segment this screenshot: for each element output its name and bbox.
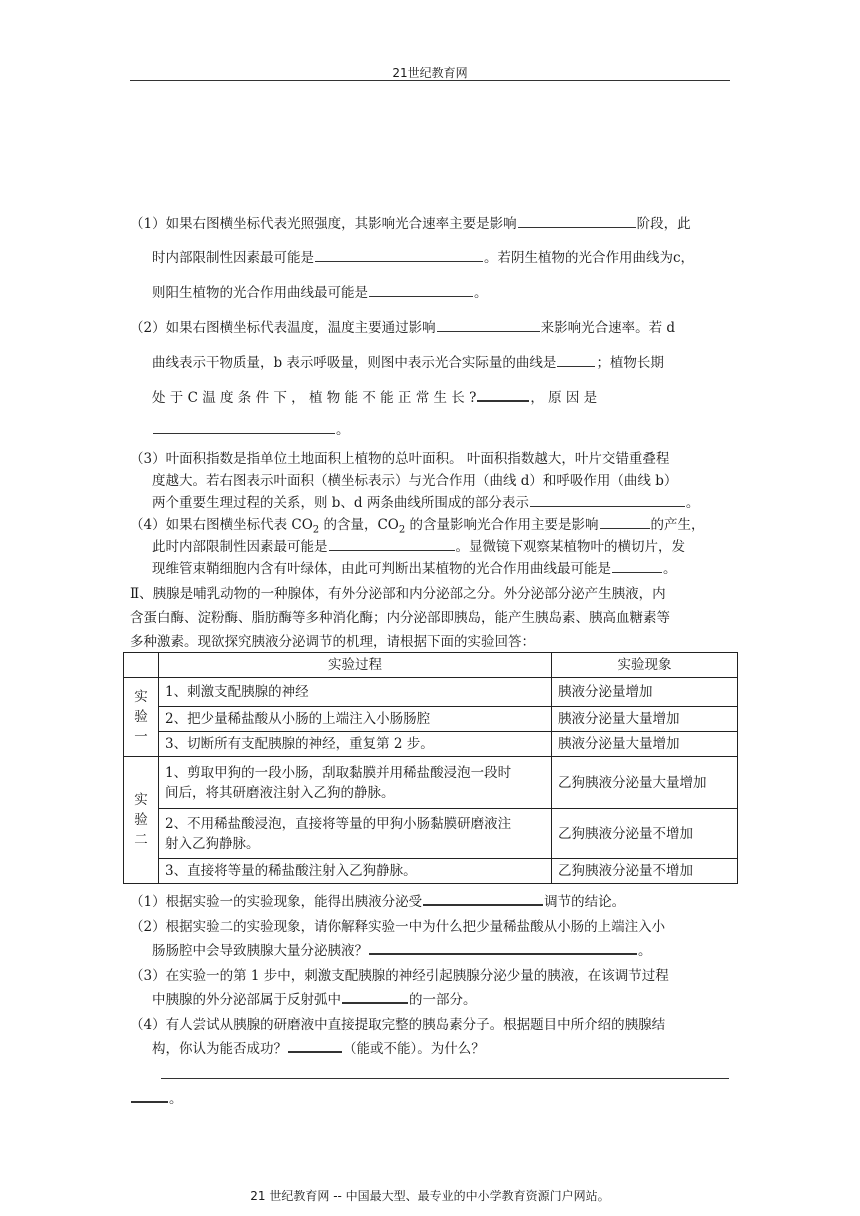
- group-char: 一: [134, 729, 148, 745]
- process-line: 间后，将其研磨液注射入乙狗的静脉。: [165, 784, 395, 801]
- group-char: 验: [134, 709, 148, 725]
- p2-q4-line2: [152, 1037, 485, 1057]
- text: （3）叶面积指数是指单位土地面积上植物的总叶面积。 叶面积指数越大，叶片交错重叠程: [130, 451, 670, 467]
- q2-line3: [152, 386, 597, 406]
- table-header-row: [124, 653, 738, 678]
- q2-line4: [152, 418, 350, 438]
- table-corner-cell: [124, 653, 159, 678]
- answer-blank[interactable]: [131, 1087, 168, 1103]
- answer-blank[interactable]: [518, 213, 636, 228]
- q2-line1: [130, 316, 675, 336]
- text: 。显微镜下观察某植物叶的横切片，发: [455, 539, 685, 555]
- p2-q4-line3: [130, 1087, 183, 1107]
- text: 。: [663, 561, 677, 577]
- result-cell: 胰液分泌量增加: [552, 678, 738, 707]
- q1-line3: [152, 281, 488, 301]
- answer-blank[interactable]: [477, 386, 529, 402]
- answer-blank[interactable]: [369, 939, 637, 955]
- text: （3）在实验一的第 1 步中，刺激支配胰腺的神经引起胰腺分泌少量的胰液，在该调节过程: [130, 968, 669, 984]
- page-footer: 21 世纪教育网 -- 中国最大型、最专业的中小学教育资源门户网站。: [250, 1189, 610, 1203]
- text: 的含量，CO: [319, 517, 399, 533]
- header-process: 实验过程: [159, 653, 552, 678]
- part2-intro-line1: [130, 582, 666, 602]
- text: ， 原 因 是: [530, 390, 598, 406]
- text: 。: [474, 285, 488, 301]
- q4-line1: [130, 513, 705, 536]
- part2-intro-line2: [130, 606, 670, 626]
- text: 肠肠腔中会导致胰腺大量分泌胰液？: [152, 943, 368, 959]
- q1-line1: [130, 212, 691, 232]
- text: （能或不能）。为什么？: [343, 1041, 485, 1057]
- process-cell: [159, 757, 552, 809]
- p2-q1-line1: [130, 890, 625, 910]
- result-cell: 胰液分泌量大量增加: [552, 707, 738, 732]
- group-char: 实: [134, 689, 148, 705]
- text: （2）根据实验二的实验现象，请你解释实验一中为什么把少量稀盐酸从小肠的上端注入小: [130, 919, 666, 935]
- text: 处 于 C 温 度 条 件 下 ， 植 物 能 不 能 正 常 生 长 ?: [152, 390, 477, 406]
- p2-q3-line1: [130, 964, 669, 984]
- answer-blank[interactable]: [288, 1037, 342, 1053]
- table-row: [124, 707, 738, 732]
- text: 来影响光合速率。若 d: [540, 320, 676, 336]
- answer-blank[interactable]: [315, 247, 483, 262]
- process-cell: 2、把少量稀盐酸从小肠的上端注入小肠肠腔: [159, 707, 552, 732]
- p2-q4-line1: [130, 1013, 665, 1033]
- text: 构，你认为能否成功？: [152, 1041, 287, 1057]
- process-line: 1、剪取甲狗的一段小肠，刮取黏膜并用稀盐酸浸泡一段时: [165, 764, 512, 781]
- text: （4）有人尝试从胰腺的研磨液中直接提取完整的胰岛素分子。根据题目中所介绍的胰腺结: [130, 1017, 666, 1033]
- text: 调节的结论。: [544, 894, 626, 910]
- answer-blank[interactable]: [437, 317, 540, 332]
- answer-blank[interactable]: [342, 988, 408, 1004]
- text: 此时内部限制性因素最可能是: [152, 539, 328, 555]
- text: 现维管束鞘细胞内含有叶绿体，由此可判断出某植物的光合作用曲线最可能是: [152, 561, 611, 577]
- table-row: [124, 859, 738, 884]
- text: 。若阴生植物的光合作用曲线为c，: [484, 250, 695, 266]
- group1-label: [124, 678, 159, 757]
- text: 多种激素。现欲探究胰液分泌调节的机理，请根据下面的实验回答：: [130, 634, 535, 650]
- text: 的含量影响光合作用主要是影响: [405, 517, 599, 533]
- text: （1）如果右图横坐标代表光照强度，其影响光合速率主要是影响: [130, 216, 517, 232]
- text: 两个重要生理过程的关系，则 b、d 两条曲线所围成的部分表示: [152, 495, 529, 511]
- group2-label: [124, 757, 159, 884]
- answer-blank[interactable]: [530, 492, 685, 507]
- answer-blank[interactable]: [612, 558, 662, 573]
- group-char: 实: [134, 792, 148, 808]
- text: 曲线表示干物质量，b 表示呼吸量，则图中表示光合实际量的曲线是: [152, 355, 557, 371]
- table-row: [124, 757, 738, 809]
- q3-line1: [130, 447, 669, 467]
- result-cell: 乙狗胰液分泌量大量增加: [552, 757, 738, 809]
- header-rule: [130, 80, 730, 81]
- text: （1）根据实验一的实验现象，能得出胰液分泌受: [130, 894, 423, 910]
- result-cell: 乙狗胰液分泌量不增加: [552, 859, 738, 884]
- text: 。: [685, 495, 700, 511]
- header-site-name: 21世纪教育网: [392, 66, 468, 80]
- group-char: 验: [134, 812, 148, 828]
- text: 中胰腺的外分泌部属于反射弧中: [152, 992, 341, 1008]
- q4-line3: [152, 557, 677, 577]
- answer-blank[interactable]: [557, 352, 595, 367]
- text: ；植物长期: [596, 355, 664, 371]
- subscript: 2: [312, 524, 320, 536]
- text: Ⅱ、胰腺是哺乳动物的一种腺体，有外分泌部和内分泌部之分。外分泌部分泌产生胰液，内: [130, 586, 666, 602]
- process-cell: 3、直接将等量的稀盐酸注射入乙狗静脉。: [159, 859, 552, 884]
- answer-line-long[interactable]: [161, 1078, 729, 1079]
- table-row: [124, 732, 738, 757]
- q2-line2: [152, 351, 664, 371]
- text: 。: [638, 943, 652, 959]
- group-char: 二: [134, 832, 148, 848]
- answer-blank[interactable]: [423, 890, 543, 906]
- text: 。: [336, 422, 350, 438]
- p2-q3-line2: [152, 988, 477, 1008]
- q4-line2: [152, 535, 685, 555]
- text: （2）如果右图横坐标代表温度，温度主要通过影响: [130, 320, 436, 336]
- q1-line2: [152, 246, 694, 266]
- process-cell: [159, 809, 552, 859]
- p2-q2-line1: [130, 915, 665, 935]
- text: 的一部分。: [409, 992, 477, 1008]
- experiment-table: [123, 652, 738, 884]
- p2-q2-line2: [152, 939, 652, 959]
- text: 度越大。若右图表示叶面积（横坐标表示）与光合作用（曲线 d）和呼吸作用（曲线 b）: [152, 473, 678, 489]
- q3-line2: [152, 469, 677, 489]
- text: （4）如果右图横坐标代表 CO: [130, 517, 313, 533]
- table-row: [124, 809, 738, 859]
- answer-blank[interactable]: [153, 419, 335, 434]
- table-row: [124, 678, 738, 707]
- text: 则阳生植物的光合作用曲线最可能是: [152, 285, 368, 301]
- subscript: 2: [398, 524, 406, 536]
- text: 阶段，此: [636, 216, 691, 232]
- q3-line3: [152, 491, 699, 511]
- answer-blank[interactable]: [329, 536, 455, 551]
- text: 。: [169, 1091, 183, 1107]
- process-line: 2、不用稀盐酸浸泡，直接将等量的甲狗小肠黏膜研磨液注: [165, 815, 512, 832]
- answer-blank[interactable]: [369, 282, 473, 297]
- text: 时内部限制性因素最可能是: [152, 250, 314, 266]
- process-cell: 3、切断所有支配胰腺的神经，重复第 2 步。: [159, 732, 552, 757]
- text: 含蛋白酶、淀粉酶、脂肪酶等多种消化酶；内分泌部即胰岛，能产生胰岛素、胰高血糖素等: [130, 610, 670, 626]
- header-result: 实验现象: [552, 653, 738, 678]
- part2-intro-line3: [130, 630, 535, 650]
- process-line: 射入乙狗静脉。: [165, 835, 260, 852]
- result-cell: 胰液分泌量大量增加: [552, 732, 738, 757]
- process-cell: 1、刺激支配胰腺的神经: [159, 678, 552, 707]
- result-cell: 乙狗胰液分泌量不增加: [552, 809, 738, 859]
- answer-blank[interactable]: [600, 514, 650, 529]
- text: 的产生，: [650, 517, 705, 533]
